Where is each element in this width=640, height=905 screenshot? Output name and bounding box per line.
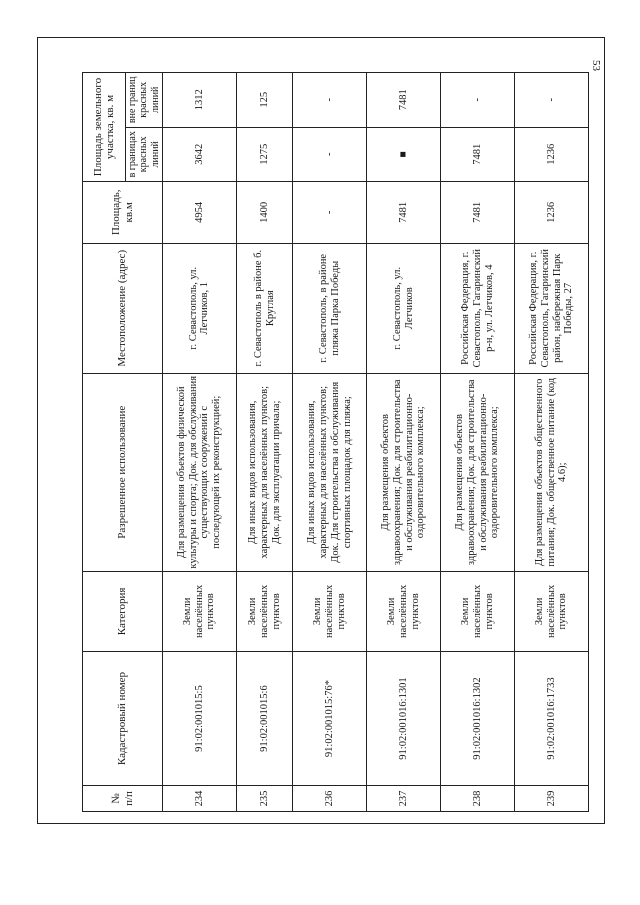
cell-outside: - xyxy=(293,73,367,128)
cell-area: - xyxy=(293,182,367,244)
header-within-red: в границах красных линий xyxy=(126,127,163,181)
cell-category: Земли населённых пунктов xyxy=(293,571,367,652)
cell-location: г. Севастополь, в районе пляжа Парка Победы xyxy=(293,243,367,373)
cell-category: Земли населённых пунктов xyxy=(515,571,589,652)
cell-permitted-use: Для размещения объектов физической культуры и спорта; Док. для обслуживания существующих сооружений с последующей их реконструкцией; xyxy=(163,373,237,571)
table-row xyxy=(293,73,367,812)
cell-cadastral: 91:02:001015:6 xyxy=(236,652,293,786)
cell-cadastral: 91:02:001016:1301 xyxy=(367,652,441,786)
cell-outside: 125 xyxy=(236,73,293,128)
cell-num: 236 xyxy=(293,785,367,811)
header-num: № п/п xyxy=(83,785,163,811)
cell-location: Российская Федерация, г. Севастополь, Гагаринский район, набережная Парк Победы, 27 xyxy=(515,243,589,373)
cell-location: г. Севастополь в районе б. Круглая xyxy=(236,243,293,373)
cell-within: 3642 xyxy=(163,127,237,181)
cell-num: 234 xyxy=(163,785,237,811)
header-cadastral: Кадастровый номер xyxy=(83,652,163,786)
cell-category: Земли населённых пунктов xyxy=(441,571,515,652)
header-outside-red: вне границ красных линий xyxy=(126,73,163,128)
cell-num: 237 xyxy=(367,785,441,811)
cell-category: Земли населённых пунктов xyxy=(367,571,441,652)
cell-area: 1236 xyxy=(515,182,589,244)
cell-num: 238 xyxy=(441,785,515,811)
table-row xyxy=(163,73,237,812)
header-land-area: Площадь земельного участка, кв. м xyxy=(83,73,126,182)
cell-outside: - xyxy=(515,73,589,128)
land-plots-table xyxy=(82,72,589,812)
cell-location: г. Севастополь, ул. Летчиков xyxy=(367,243,441,373)
cell-area: 4954 xyxy=(163,182,237,244)
cell-cadastral: 91:02:001016:1302 xyxy=(441,652,515,786)
cell-area: 7481 xyxy=(441,182,515,244)
header-category: Категория xyxy=(83,571,163,652)
cell-outside: - xyxy=(441,73,515,128)
cell-cadastral: 91:02:001016:1733 xyxy=(515,652,589,786)
cell-permitted-use: Для размещения объектов здравоохранения; Док. для строительства и обслуживания реабилитационно-оздоровительного комплекса; xyxy=(367,373,441,571)
cell-area: 1400 xyxy=(236,182,293,244)
cell-within: - xyxy=(293,127,367,181)
cell-permitted-use: Для размещения объектов здравоохранения; Док. для строительства и обслуживания реабилитационно-оздоровительного комплекса; xyxy=(441,373,515,571)
cell-num: 235 xyxy=(236,785,293,811)
cell-category: Земли населённых пунктов xyxy=(236,571,293,652)
cell-within: 1236 xyxy=(515,127,589,181)
header-location: Местоположение (адрес) xyxy=(83,243,163,373)
cell-permitted-use: Для иных видов использования, характерных для населённых пунктов; Док. для эксплуатации причала; xyxy=(236,373,293,571)
page-number: 53 xyxy=(590,60,602,71)
table-row xyxy=(441,73,515,812)
cell-within: 1275 xyxy=(236,127,293,181)
table-row xyxy=(515,73,589,812)
header-area: Площадь, кв.м xyxy=(83,182,163,244)
table-row xyxy=(367,73,441,812)
cell-category: Земли населённых пунктов xyxy=(163,571,237,652)
table-row xyxy=(236,73,293,812)
cell-cadastral: 91:02:001015:76* xyxy=(293,652,367,786)
cell-outside: 1312 xyxy=(163,73,237,128)
cell-cadastral: 91:02:001015:5 xyxy=(163,652,237,786)
header-permitted-use: Разрешенное использование xyxy=(83,373,163,571)
cell-within: 7481 xyxy=(441,127,515,181)
cell-location: Российская Федерация, г. Севастополь, Гагаринский р-н, ул. Летчиков, 4 xyxy=(441,243,515,373)
rotated-table-container xyxy=(82,72,589,812)
cell-outside: 7481 xyxy=(367,73,441,128)
cell-within: ■ xyxy=(367,127,441,181)
cell-permitted-use: Для иных видов использования, характерных для населённых пунктов; Док. Для строительства и обслуживания спортивных площадок для пляжа; xyxy=(293,373,367,571)
cell-permitted-use: Для размещения объектов общественного питания; Док. общественное питание (код 4.6); xyxy=(515,373,589,571)
table-rotator xyxy=(82,72,589,812)
cell-num: 239 xyxy=(515,785,589,811)
cell-area: 7481 xyxy=(367,182,441,244)
cell-location: г. Севастополь, ул. Летчиков, 1 xyxy=(163,243,237,373)
